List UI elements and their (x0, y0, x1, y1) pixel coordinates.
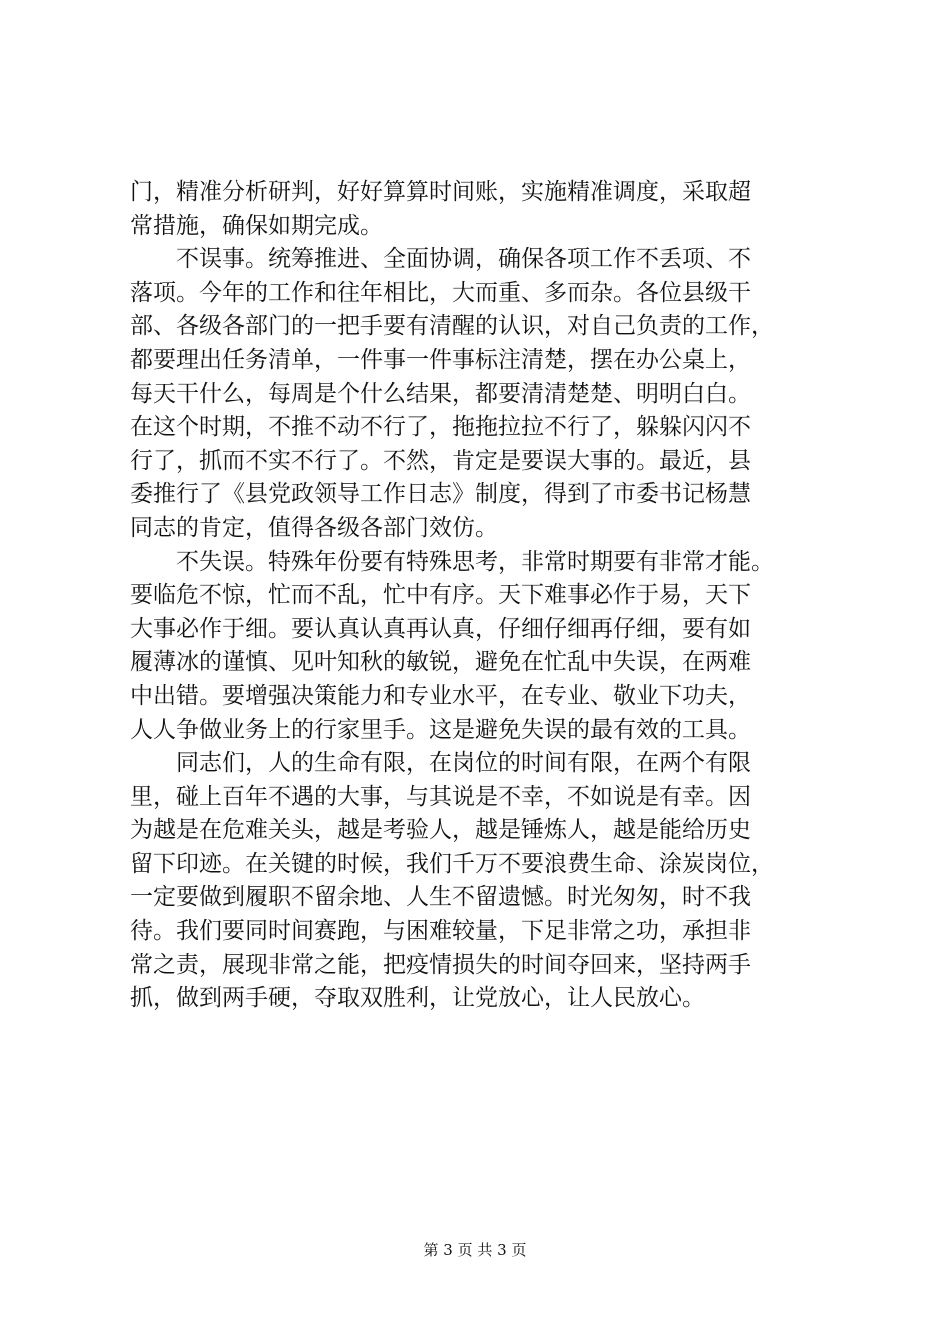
text-line: 常措施，确保如期完成。 (130, 212, 383, 239)
text-line: 里，碰上百年不遇的大事，与其说是不幸，不如说是有幸。因 (130, 783, 751, 810)
text-line: 都要理出任务清单，一件事一件事标注清楚，摆在办公桌上， (130, 346, 751, 373)
text-line: 每天干什么，每周是个什么结果，都要清清楚楚、明明白白。 (130, 380, 751, 407)
text-line: 要临危不惊，忙而不乱，忙中有序。天下难事必作于易，天下 (130, 582, 751, 609)
text-line: 抓，做到两手硬，夺取双胜利，让党放心，让人民放心。 (130, 985, 705, 1012)
text-line: 落项。今年的工作和往年相比，大而重、多而杂。各位县级干 (130, 279, 751, 306)
text-line: 行了，抓而不实不行了。不然，肯定是要误大事的。最近，县 (130, 447, 751, 474)
text-line: 部、各级各部门的一把手要有清醒的认识，对自己负责的工作， (130, 313, 774, 340)
text-line: 常之责，展现非常之能，把疫情损失的时间夺回来，坚持两手 (130, 951, 751, 978)
text-line: 履薄冰的谨慎、见叶知秋的敏锐，避免在忙乱中失误，在两难 (130, 649, 751, 676)
text-line: 不失误。特殊年份要有特殊思考，非常时期要有非常才能。 (130, 548, 774, 575)
text-line: 委推行了《县党政领导工作日志》制度，得到了市委书记杨慧 (130, 481, 751, 508)
text-line: 门，精准分析研判，好好算算时间账，实施精准调度，采取超 (130, 179, 751, 205)
text-line: 中出错。要增强决策能力和专业水平，在专业、敬业下功夫， (130, 682, 751, 709)
text-line: 同志的肯定，值得各级各部门效仿。 (130, 514, 498, 541)
text-line: 不误事。统筹推进、全面协调，确保各项工作不丢项、不 (130, 246, 751, 273)
page-number-footer: 第 3 页 共 3 页 (423, 1241, 527, 1259)
text-line: 大事必作于细。要认真认真再认真，仔细仔细再仔细，要有如 (130, 615, 751, 642)
text-line: 人人争做业务上的行家里手。这是避免失误的最有效的工具。 (130, 716, 751, 743)
text-line: 一定要做到履职不留余地、人生不留遗憾。时光匆匆，时不我 (130, 884, 751, 911)
text-line: 待。我们要同时间赛跑，与困难较量，下足非常之功，承担非 (130, 918, 751, 945)
text-line: 在这个时期，不推不动不行了，拖拖拉拉不行了，躲躲闪闪不 (130, 414, 751, 441)
text-line: 为越是在危难关头，越是考验人，越是锤炼人，越是能给历史 (130, 817, 751, 844)
document-body (130, 176, 830, 1016)
text-line: 同志们，人的生命有限，在岗位的时间有限，在两个有限 (130, 750, 751, 777)
text-line: 留下印迹。在关键的时候，我们千万不要浪费生命、涂炭岗位， (130, 850, 774, 877)
